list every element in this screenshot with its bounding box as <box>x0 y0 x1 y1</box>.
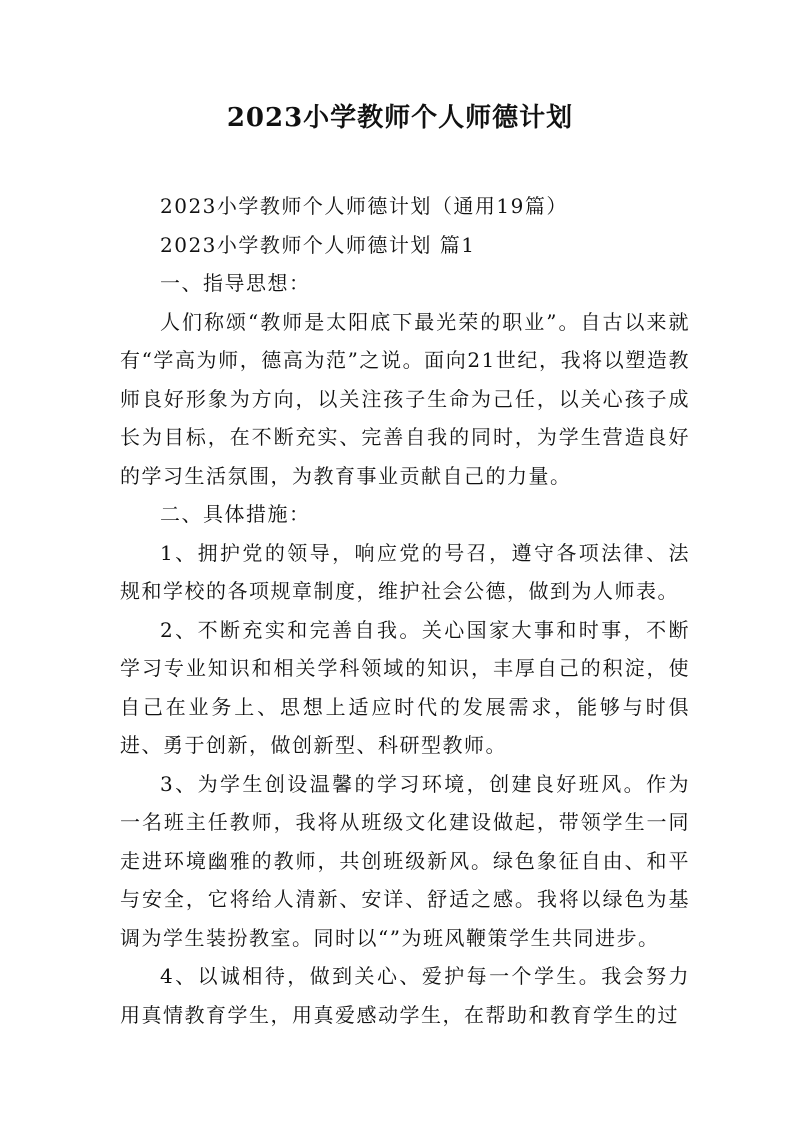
subtitle-paragraph: 2023小学教师个人师德计划（通用19篇） <box>160 194 568 218</box>
document-body <box>120 187 690 1034</box>
body-paragraph: 人们称颂“教师是太阳底下最光荣的职业”。自古以来就有“学高为师，德高为范”之说。面向21世纪，我将以塑造教师良好形象为方向，以关注孩子生命为己任，以关心孩子成长为目标，在不断充实、完善自我的同时，为学生营造良好的学习生活氛围，为教育事业贡献自己的力量。 <box>120 309 690 488</box>
body-paragraph: 3、为学生创设温馨的学习环境，创建良好班风。作为一名班主任教师，我将从班级文化建设做起，带领学生一同走进环境幽雅的教师，共创班级新风。绿色象征自由、和平与安全，它将给人清新、安详、舒适之感。我将以绿色为基调为学生装扮教室。同时以“”为班风鞭策学生共同进步。 <box>120 771 690 950</box>
heading-specific-measures: 二、具体措施： <box>160 502 311 526</box>
section-heading-paragraph: 2023小学教师个人师德计划 篇1 <box>160 232 476 257</box>
heading-guiding-ideology: 一、指导思想： <box>160 271 311 295</box>
body-paragraph: 4、以诚相待，做到关心、爱护每一个学生。我会努力用真情教育学生，用真爱感动学生，在帮助和教育学生的过 <box>120 964 690 1027</box>
body-paragraph: 1、拥护党的领导，响应党的号召，遵守各项法律、法规和学校的各项规章制度，维护社会公德，做到为人师表。 <box>120 540 690 603</box>
body-paragraph: 2、不断充实和完善自我。关心国家大事和时事，不断学习专业知识和相关学科领域的知识，丰厚自己的积淀，使自己在业务上、思想上适应时代的发展需求，能够与时俱进、勇于创新，做创新型、科研型教师。 <box>120 617 690 757</box>
document-title: 2023小学教师个人师德计划 <box>226 103 574 133</box>
